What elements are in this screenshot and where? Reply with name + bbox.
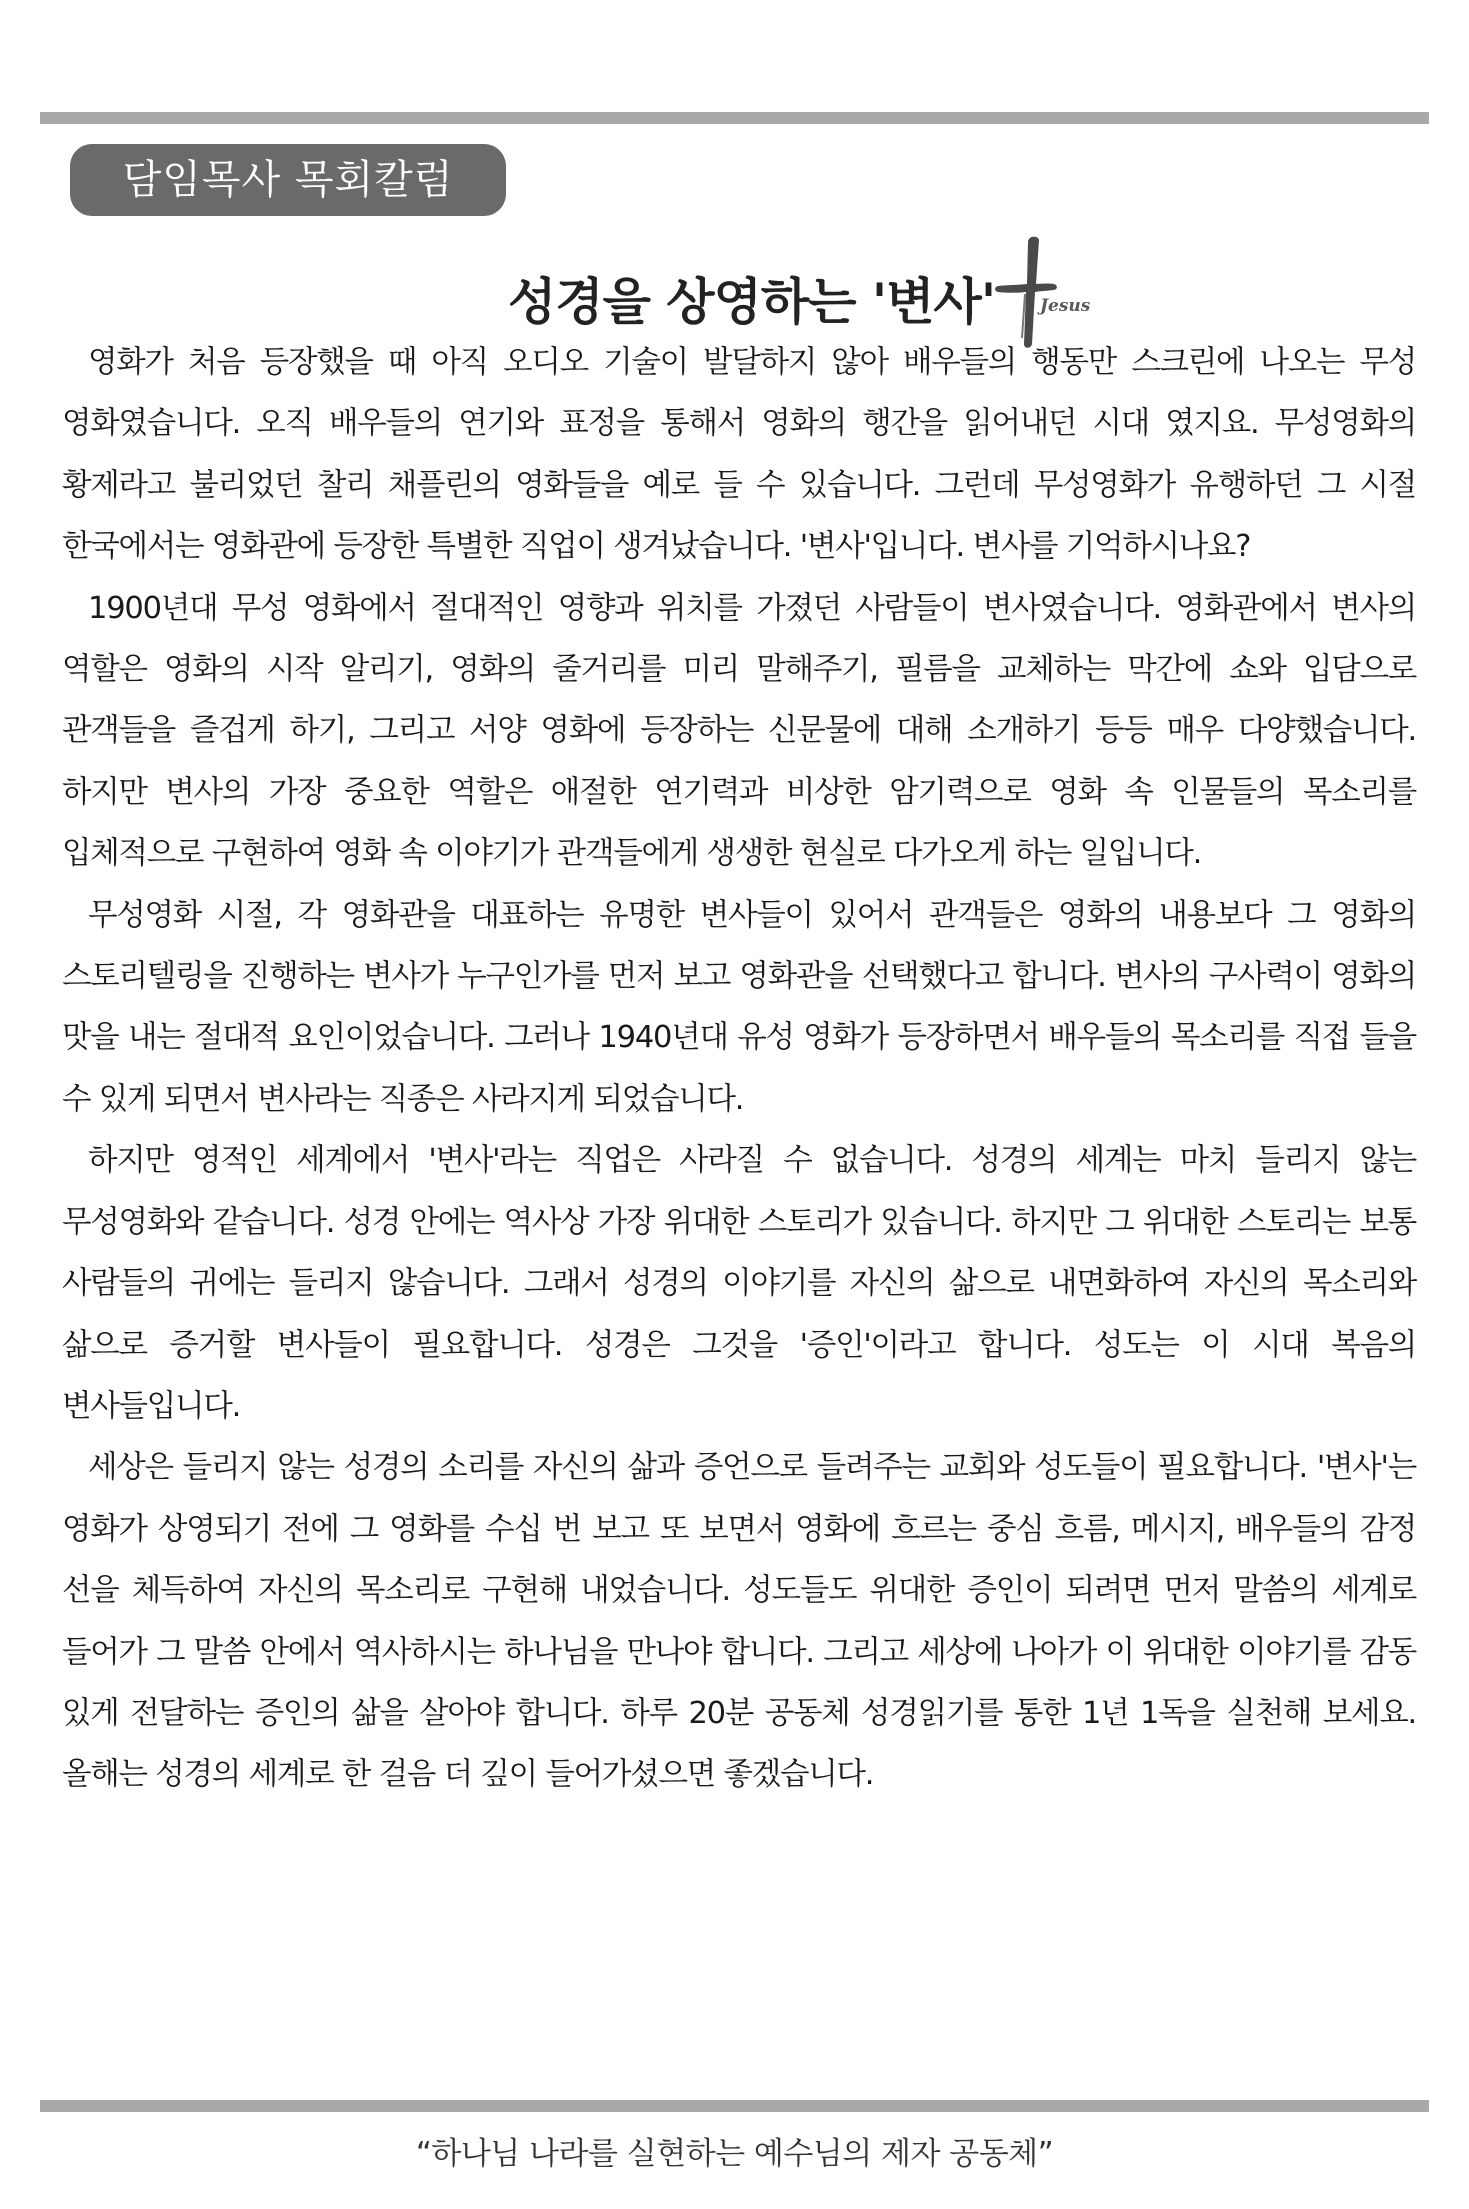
column-panel — [40, 124, 1429, 2100]
paragraph: 무성영화 시절, 각 영화관을 대표하는 유명한 변사들이 있어서 관객들은 영화의 내용보다 그 영화의 스토리텔링을 진행하는 변사가 누구인가를 먼저 보고 영화관을 선택했다고 합니다. 변사의 구사력이 영화의 맛을 내는 절대적 요인이었습니다. 그러나 1940년대 유성 영화가 등장하면서 배우들의 목소리를 직접 들을 수 있게 되면서 변사라는 직종은 사라지게 되었습니다. — [62, 897, 1416, 1117]
top-divider — [40, 112, 1429, 124]
paragraph: 세상은 들리지 않는 성경의 소리를 자신의 삶과 증언으로 들려주는 교회와 성도들이 필요합니다. '변사'는 영화가 상영되기 전에 그 영화를 수십 번 보고 또 보면서 영화에 흐르는 중심 흐름, 메시지, 배우들의 감정 선을 체득하여 자신의 목소리로 구현해 내었습니다. 성도들도 위대한 증인이 되려면 먼저 말씀의 세계로 들어가 그 말씀 안에서 역사하시는 하나님을 만나야 합니다. 그리고 세상에 나아가 이 위대한 이야기를 감동 있게 전달하는 증인의 삶을 살아야 합니다. 하루 20분 공동체 성경읽기를 통한 1년 1독을 실천해 보세요. 올해는 성경의 세계로 한 걸음 더 깊이 들어가셨으면 좋겠습니다. — [62, 1450, 1416, 1793]
paragraph: 하지만 영적인 세계에서 '변사'라는 직업은 사라질 수 없습니다. 성경의 세계는 마치 들리지 않는 무성영화와 같습니다. 성경 안에는 역사상 가장 위대한 스토리가 있습니다. 하지만 그 위대한 스토리는 보통 사람들의 귀에는 들리지 않습니다. 그래서 성경의 이야기를 자신의 삶으로 내면화하여 자신의 목소리와 삶으로 증거할 변사들이 필요합니다. 성경은 그것을 '증인'이라고 합니다. 성도는 이 시대 복음의 변사들입니다. — [62, 1143, 1416, 1424]
article-title: 성경을 상영하는 '변사' — [508, 273, 996, 331]
paragraph: 1900년대 무성 영화에서 절대적인 영향과 위치를 가졌던 사람들이 변사였습니다. 영화관에서 변사의 역할은 영화의 시작 알리기, 영화의 줄거리를 미리 말해주기, 필름을 교체하는 막간에 쇼와 입담으로 관객들을 즐겁게 하기, 그리고 서양 영화에 등장하는 신문물에 대해 소개하기 등등 매우 다양했습니다. 하지만 변사의 가장 중요한 역할은 애절한 연기력과 비상한 암기력으로 영화 속 인물들의 목소리를 입체적으로 구현하여 영화 속 이야기가 관객들에게 생생한 현실로 다가오게 하는 일입니다. — [62, 590, 1416, 872]
jesus-logo-text: Jesus — [1040, 296, 1091, 316]
article-body — [62, 332, 1416, 1806]
column-category-badge: 담임목사 목회칼럼 — [70, 144, 506, 216]
bottom-divider — [40, 2100, 1429, 2112]
church-motto: “하나님 나라를 실현하는 예수님의 제자 공동체” — [415, 2136, 1054, 2172]
paragraph: 영화가 처음 등장했을 때 아직 오디오 기술이 발달하지 않아 배우들의 행동만 스크린에 나오는 무성 영화였습니다. 오직 배우들의 연기와 표정을 통해서 영화의 행간을 읽어내던 시대 였지요. 무성영화의 황제라고 불리었던 찰리 채플린의 영화들을 예로 들 수 있습니다. 그런데 무성영화가 유행하던 그 시절 한국에서는 영화관에 등장한 특별한 직업이 생겨났습니다. '변사'입니다. 변사를 기억하시나요? — [62, 345, 1416, 565]
